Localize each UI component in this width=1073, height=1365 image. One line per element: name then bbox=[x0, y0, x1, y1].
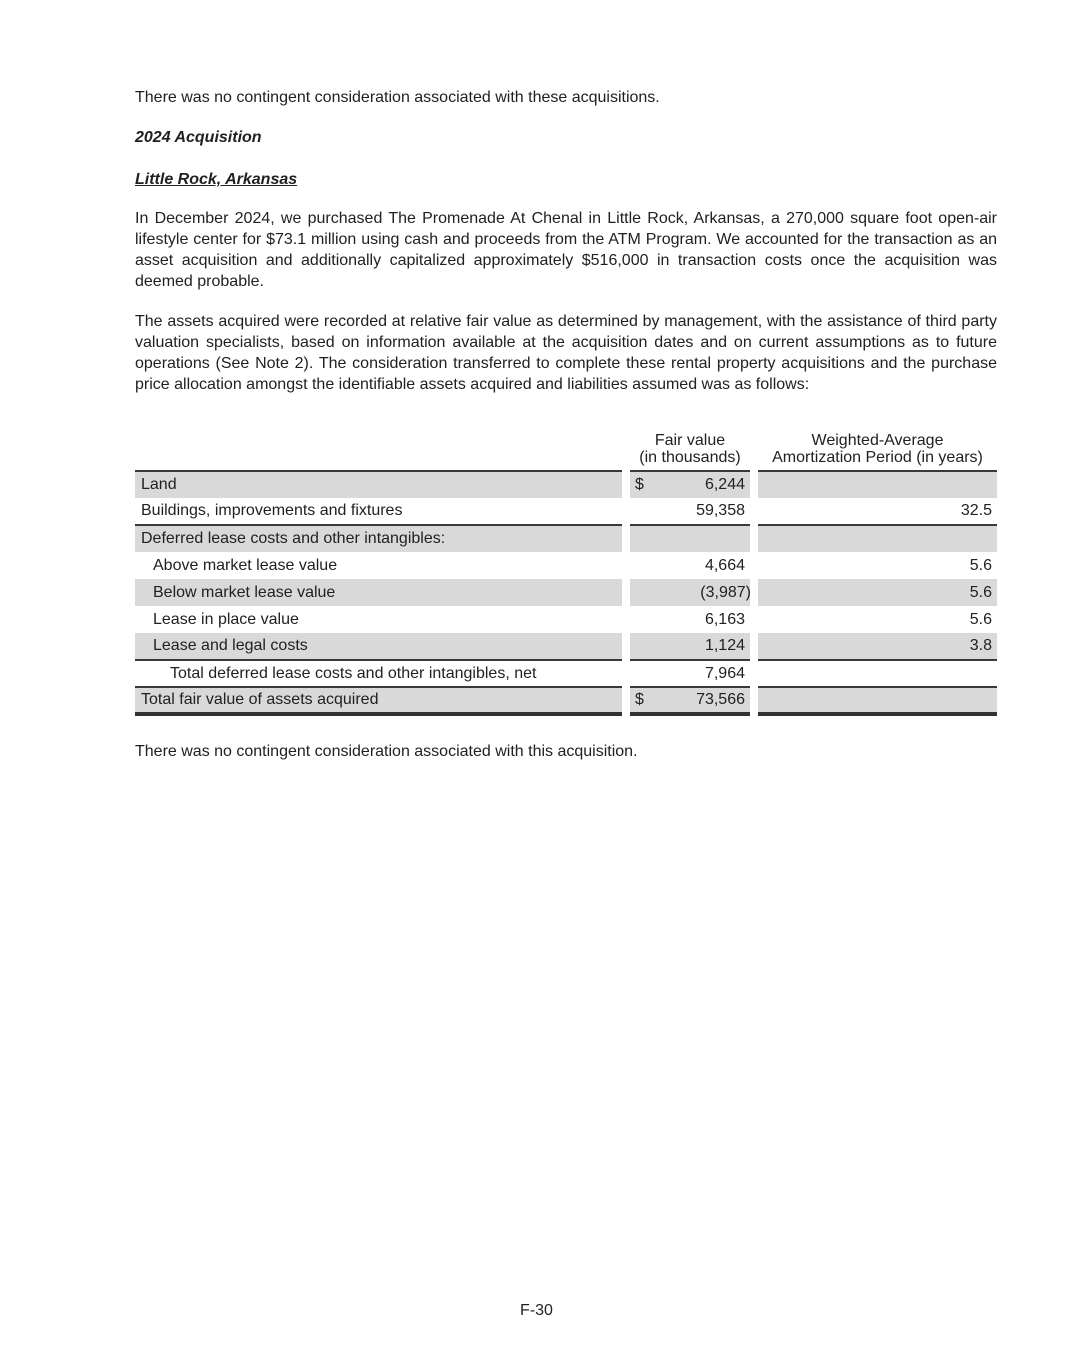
row-label: Above market lease value bbox=[153, 556, 338, 574]
table-row-lease-legal bbox=[135, 633, 997, 660]
purchase-price-allocation-table bbox=[135, 432, 997, 716]
fair-value-amount: 73,566 bbox=[696, 691, 745, 708]
fair-value-amount: 59,358 bbox=[696, 502, 745, 519]
fair-value-cell bbox=[630, 525, 750, 552]
currency-symbol: $ bbox=[635, 691, 644, 708]
amortization-value: 3.8 bbox=[758, 633, 997, 660]
acquisition-heading: 2024 Acquisition bbox=[135, 129, 262, 146]
fair-value-cell bbox=[630, 579, 750, 606]
row-label: Lease and legal costs bbox=[135, 633, 622, 660]
table-row-above-market bbox=[135, 552, 997, 579]
table-row-total-fair-value bbox=[135, 687, 997, 714]
fair-value-cell bbox=[630, 498, 750, 525]
amortization-value bbox=[758, 525, 997, 552]
row-label: Below market lease value bbox=[135, 579, 622, 606]
table-row-buildings bbox=[135, 498, 997, 525]
fair-value-amount: 6,163 bbox=[704, 610, 745, 628]
fair-value-cell bbox=[630, 471, 750, 498]
page-number: F-30 bbox=[520, 1302, 553, 1319]
row-label: Lease in place value bbox=[153, 610, 299, 628]
table-row-total-deferred bbox=[135, 660, 997, 687]
fair-value-amount: 4,664 bbox=[704, 556, 745, 574]
row-label: Total deferred lease costs and other intangibles, net bbox=[135, 660, 622, 687]
fair-value-amount: 6,244 bbox=[704, 476, 745, 493]
fair-value-column-header: Fair value (in thousands) bbox=[630, 432, 750, 471]
amortization-value bbox=[758, 660, 997, 687]
fair-value-cell bbox=[630, 606, 750, 633]
amortization-value: 5.6 bbox=[969, 556, 992, 574]
fair-value-cell bbox=[630, 687, 750, 714]
acquisition-details-paragraph: In December 2024, we purchased The Promenade At Chenal in Little Rock, Arkansas, a 270,000 square foot open-air lifestyle center for $73.1 million using cash and proceeds from the ATM Program. We accounted for the transaction as an asset acquisition and additionally capitalized approximately $516,000 in transaction costs once the acquisition was deemed probable. bbox=[135, 210, 997, 290]
amortization-value: 5.6 bbox=[758, 579, 997, 606]
location-subheading: Little Rock, Arkansas bbox=[135, 171, 298, 188]
table-row-deferred-header bbox=[135, 525, 997, 552]
table-row-below-market bbox=[135, 579, 997, 606]
fair-value-amount: 7,964 bbox=[704, 664, 745, 682]
fair-value-cell bbox=[630, 552, 750, 579]
table-row-land bbox=[135, 471, 997, 498]
label-column-header bbox=[135, 432, 622, 471]
amortization-value bbox=[758, 471, 997, 498]
fair-value-cell bbox=[630, 660, 750, 687]
fair-value-amount: 1,124 bbox=[704, 637, 745, 654]
page-content bbox=[135, 87, 997, 762]
row-label: Total fair value of assets acquired bbox=[135, 687, 622, 714]
table-row-lease-in-place bbox=[135, 606, 997, 633]
intro-paragraph: There was no contingent consideration associated with these acquisitions. bbox=[135, 89, 660, 106]
amortization-column-header: Weighted-Average Amortization Period (in years) bbox=[758, 432, 997, 471]
closing-paragraph: There was no contingent consideration associated with this acquisition. bbox=[135, 743, 638, 760]
amortization-value: 5.6 bbox=[969, 610, 992, 628]
table-header-row bbox=[135, 432, 997, 471]
amortization-value bbox=[758, 687, 997, 714]
amortization-value: 32.5 bbox=[758, 498, 997, 525]
fair-value-cell bbox=[630, 633, 750, 660]
currency-symbol: $ bbox=[635, 476, 644, 493]
row-label: Land bbox=[135, 471, 622, 498]
row-label: Buildings, improvements and fixtures bbox=[135, 498, 622, 525]
row-label: Deferred lease costs and other intangibles: bbox=[135, 525, 622, 552]
allocation-intro-paragraph: The assets acquired were recorded at relative fair value as determined by management, with the assistance of third party valuation specialists, based on information available at the acquisition dates and on current assumptions as to future operations (See Note 2). The consideration transferred to complete these rental property acquisitions and the purchase price allocation amongst the identifiable assets acquired and liabilities assumed was as follows: bbox=[135, 313, 997, 393]
fair-value-amount: (3,987) bbox=[700, 583, 751, 601]
